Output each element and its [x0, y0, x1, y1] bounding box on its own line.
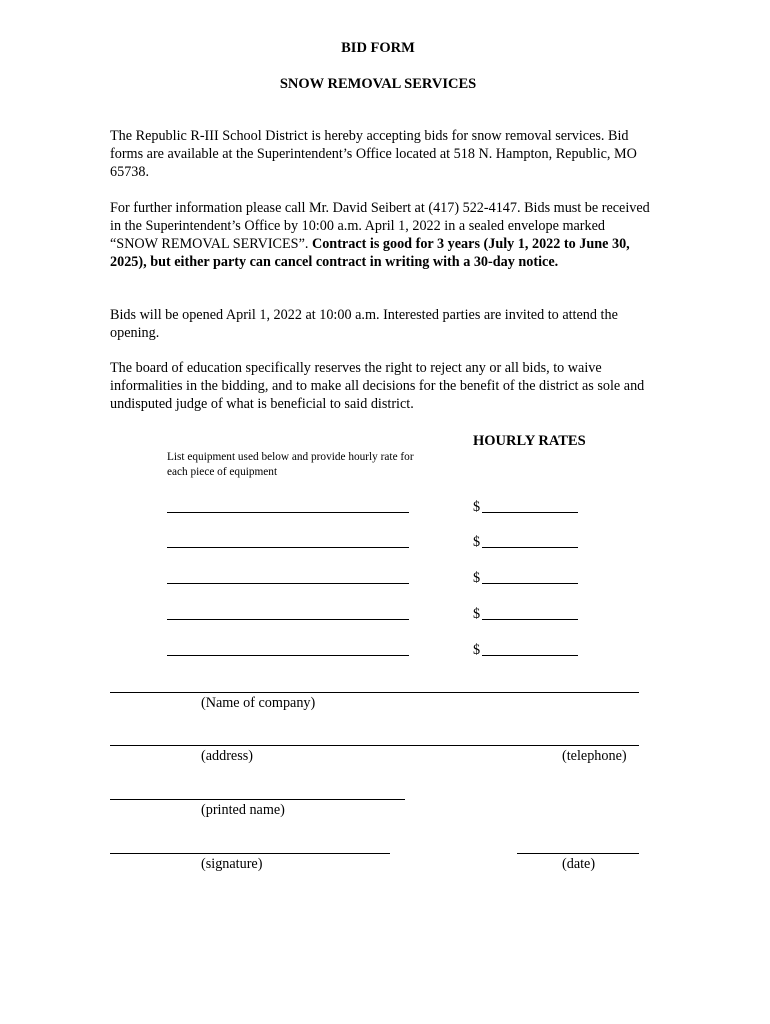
equipment-row	[0, 569, 770, 589]
address-label: (address)	[201, 748, 253, 764]
contact-text: For further information please call Mr. David Seibert at (417) 522-4147. Bids must be received in the Superintendent’s Office by 10:00 a.m. April 1, 2022 in a sealed envelope marked “SNOW REMOVAL SERVICES”.	[110, 200, 650, 252]
form-title: BID FORM	[341, 40, 415, 56]
contract-terms-text: Contract is good for 3 years (July 1, 2022 to June 30, 2025), but either party can cancel contract in writing with a 30-day notice.	[110, 236, 630, 270]
equipment-row	[0, 641, 770, 661]
company-name-label: (Name of company)	[201, 695, 316, 711]
equipment-name-field[interactable]	[167, 583, 409, 584]
signature-label: (signature)	[201, 856, 263, 872]
opening-paragraph: Bids will be opened April 1, 2022 at 10:00 a.m. Interested parties are invited to attend the opening.	[110, 307, 618, 341]
printed-name-field[interactable]	[110, 799, 405, 800]
currency-symbol: $	[473, 570, 481, 586]
hourly-rate-field[interactable]	[482, 655, 578, 656]
equipment-name-field[interactable]	[167, 512, 409, 513]
hourly-rate-field[interactable]	[482, 547, 578, 548]
telephone-label: (telephone)	[562, 748, 627, 764]
hourly-rate-field[interactable]	[482, 619, 578, 620]
printed-name-label: (printed name)	[201, 802, 285, 818]
address-telephone-field[interactable]	[110, 745, 639, 746]
currency-symbol: $	[473, 534, 481, 550]
equipment-name-field[interactable]	[167, 619, 409, 620]
date-field[interactable]	[517, 853, 639, 854]
equipment-name-field[interactable]	[167, 655, 409, 656]
equipment-name-field[interactable]	[167, 547, 409, 548]
date-label: (date)	[562, 856, 596, 872]
equipment-row	[0, 605, 770, 625]
equipment-row	[0, 498, 770, 518]
company-name-field[interactable]	[110, 692, 639, 693]
hourly-rate-field[interactable]	[482, 583, 578, 584]
equipment-instructions: List equipment used below and provide hourly rate for each piece of equipment	[167, 451, 414, 478]
intro-paragraph: The Republic R-III School District is hereby accepting bids for snow removal services. Bid forms are available at the Superintendent’s Office located at 518 N. Hampton, Republic, MO 65738.	[110, 128, 637, 180]
board-reservation-paragraph: The board of education specifically reserves the right to reject any or all bids, to waive informalities in the bidding, and to make all decisions for the benefit of the district as sole and undisputed judge of what is beneficial to said district.	[110, 360, 645, 412]
hourly-rate-field[interactable]	[482, 512, 578, 513]
contact-paragraph	[110, 199, 655, 271]
currency-symbol: $	[473, 499, 481, 515]
hourly-rates-heading: HOURLY RATES	[473, 433, 586, 449]
currency-symbol: $	[473, 606, 481, 622]
form-subtitle: SNOW REMOVAL SERVICES	[279, 76, 477, 92]
equipment-row	[0, 533, 770, 553]
currency-symbol: $	[473, 642, 481, 658]
signature-field[interactable]	[110, 853, 390, 854]
